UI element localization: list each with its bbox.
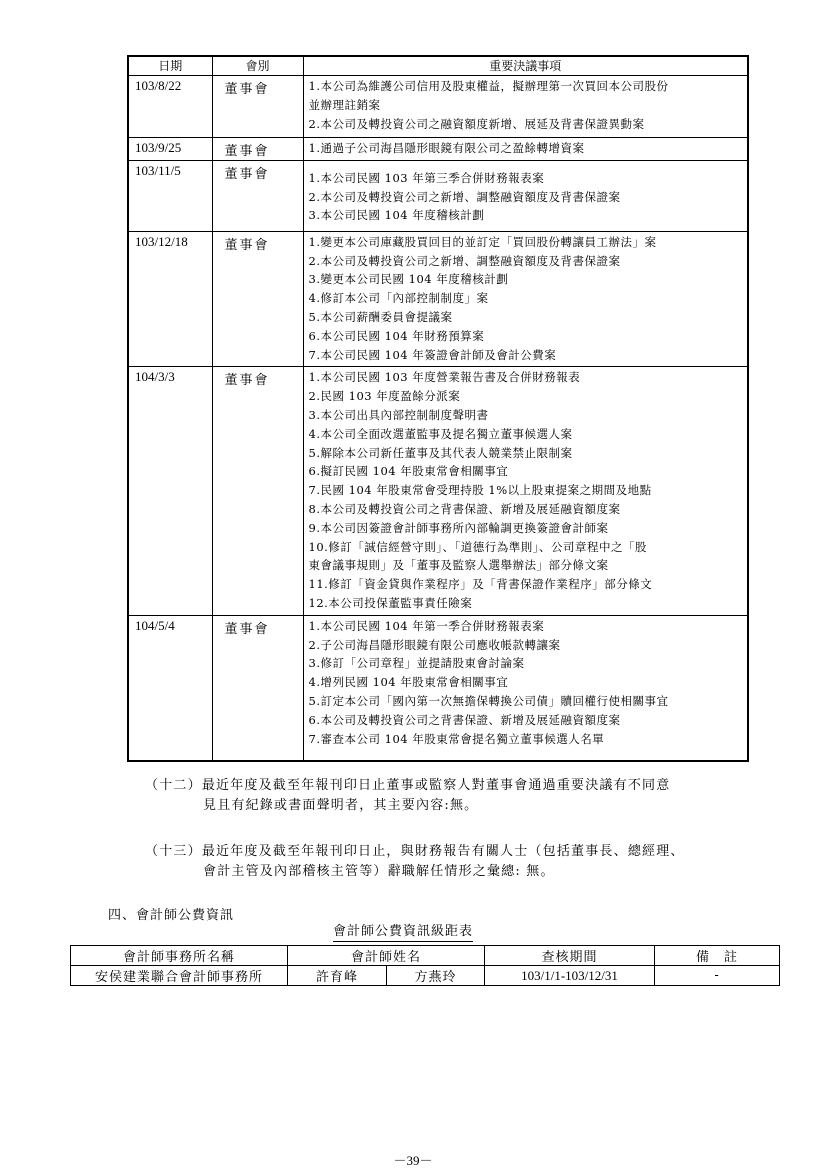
- table-row: [128, 138, 748, 161]
- resolution-item: 7.民國 104 年股東常會受理持股 1%以上股東提案之期間及地點: [308, 483, 652, 498]
- fee-table-title: 會計師公費資訊級距表: [333, 923, 473, 942]
- cell-meeting-type: 董事會: [212, 367, 303, 615]
- header-meeting: 會別: [212, 56, 303, 76]
- cell-meeting-type: 董事會: [212, 231, 303, 367]
- cell-date: 103/9/25: [128, 138, 212, 161]
- cell-cpa-1: 許育峰: [288, 966, 387, 986]
- cell-firm: 安侯建業聯合會計師事務所: [71, 966, 288, 986]
- resolution-item: 3.本公司民國 104 年度稽核計劃: [308, 208, 485, 223]
- resolution-item: 1.本公司民國 104 年第一季合併財務報表案: [308, 618, 545, 633]
- resolution-item: 1.本公司為維護公司信用及股東權益，擬辦理第一次買回本公司股份: [308, 79, 669, 93]
- resolution-item: 2.民國 103 年度盈餘分派案: [308, 389, 461, 404]
- cpa-fee-table: [70, 945, 780, 986]
- paragraph-text: 最近年度及截至年報刊印日止董事或監察人對董事會通過重要決議有不同意: [201, 778, 671, 793]
- resolution-item: 5.本公司薪酬委員會提議案: [308, 309, 453, 324]
- resolution-item: 2.本公司及轉投資公司之新增、調整融資額度及背書保證案: [308, 189, 621, 204]
- cell-meeting-type: 董事會: [212, 615, 303, 761]
- cell-resolutions: [303, 138, 748, 161]
- resolution-item: 5.訂定本公司「國內第一次無擔保轉換公司債」贖回權行使相關事宜: [308, 693, 669, 708]
- cell-meeting-type: 董事會: [212, 160, 303, 231]
- cell-resolutions: [303, 160, 748, 231]
- cell-resolutions: [303, 231, 748, 367]
- cell-date: 103/8/22: [128, 76, 212, 138]
- section-heading: 四、會計師公費資訊: [108, 908, 235, 923]
- paragraph-12: [145, 776, 755, 816]
- paragraph-text: 最近年度及截至年報刊印日止，與財務報告有關人士（包括董事長、總經理、: [201, 844, 685, 859]
- cell-resolutions: [303, 76, 748, 138]
- paragraph-number: （十二）: [145, 778, 202, 793]
- cell-date: 103/11/5: [128, 160, 212, 231]
- resolution-item: 3.變更本公司民國 104 年度稽核計劃: [308, 272, 509, 287]
- table-header-row: [128, 56, 748, 76]
- paragraph-text: 見且有紀錄或書面聲明者，其主要內容:無。: [203, 798, 479, 813]
- table-row: [128, 76, 748, 138]
- resolution-item: 12.本公司投保董監事責任險案: [308, 595, 473, 610]
- resolution-item: 8.本公司及轉投資公司之背書保證、新增及展延融資額度案: [308, 501, 621, 516]
- resolution-item: 7.本公司民國 104 年簽證會計師及會計公費案: [308, 347, 557, 362]
- resolution-item: 1.本公司民國 103 年度營業報告書及合併財務報表: [308, 370, 581, 385]
- resolution-item: 1.本公司民國 103 年第三季合併財務報表案: [308, 170, 545, 185]
- resolution-item: 10.修訂「誠信經營守則」、「道德行為準則」、公司章程中之「股: [308, 539, 648, 554]
- resolution-item: 7.審查本公司 104 年股東常會提名獨立董事候選人名單: [308, 731, 605, 746]
- resolution-item: 東會議事規則」及「董事及監察人選舉辦法」部分條文案: [308, 558, 609, 573]
- header-audit-period: 查核期間: [485, 946, 655, 966]
- header-firm: 會計師事務所名稱: [71, 946, 288, 966]
- resolution-item: 6.擬訂民國 104 年股東常會相關事宜: [308, 464, 509, 479]
- paragraph-text: 會計主管及內部稽核主管等）辭職解任情形之彙總: 無。: [203, 864, 555, 879]
- cell-date: 104/3/3: [128, 367, 212, 615]
- table-row: [128, 231, 748, 367]
- cell-audit-period: 103/1/1-103/12/31: [485, 966, 655, 986]
- table-row: [128, 615, 748, 761]
- paragraph-13: [145, 842, 755, 882]
- resolution-item: 2.子公司海昌隱形眼鏡有限公司應收帳款轉讓案: [308, 637, 561, 652]
- resolution-item: 1.通過子公司海昌隱形眼鏡有限公司之盈餘轉增資案: [308, 141, 585, 155]
- resolution-item: 3.本公司出具內部控制制度聲明書: [308, 407, 489, 422]
- paragraph-number: （十三）: [145, 844, 202, 859]
- resolution-item: 3.修訂「公司章程」並提請股東會討論案: [308, 656, 525, 671]
- header-cpa-name: 會計師姓名: [288, 946, 485, 966]
- resolution-item: 6.本公司及轉投資公司之背書保證、新增及展延融資額度案: [308, 712, 621, 727]
- resolution-item: 4.修訂本公司「內部控制制度」案: [308, 291, 489, 306]
- cell-meeting-type: 董事會: [212, 76, 303, 138]
- table-row: [128, 367, 748, 615]
- resolution-item: 4.本公司全面改選董監事及提名獨立董事候選人案: [308, 426, 573, 441]
- cell-note: -: [655, 966, 780, 986]
- page-number: －39－: [393, 1153, 433, 1168]
- cell-resolutions: [303, 615, 748, 761]
- resolution-item: 6.本公司民國 104 年財務預算案: [308, 328, 485, 343]
- resolution-item: 5.解除本公司新任董事及其代表人競業禁止限制案: [308, 445, 573, 460]
- table-header-row: [71, 946, 780, 966]
- cell-resolutions: [303, 367, 748, 615]
- resolution-item: 並辦理註銷案: [308, 97, 381, 112]
- header-note: 備 註: [655, 946, 780, 966]
- resolution-item: 1.變更本公司庫藏股買回目的並訂定「買回股份轉讓員工辦法」案: [308, 234, 657, 249]
- resolution-item: 9.本公司因簽證會計師事務所內部輪調更換簽證會計師案: [308, 520, 609, 535]
- resolution-item: 2.本公司及轉投資公司之融資額度新增、展延及背書保證異動案: [308, 116, 645, 131]
- board-resolutions-table: [127, 55, 749, 762]
- table-row: [71, 966, 780, 986]
- table-row: [128, 160, 748, 231]
- header-resolutions: 重要決議事項: [303, 56, 748, 76]
- header-date: 日期: [128, 56, 212, 76]
- cell-date: 104/5/4: [128, 615, 212, 761]
- cell-cpa-2: 方燕玲: [387, 966, 485, 986]
- cell-date: 103/12/18: [128, 231, 212, 367]
- resolution-item: 2.本公司及轉投資公司之新增、調整融資額度及背書保證案: [308, 253, 621, 268]
- resolution-item: 11.修訂「資金貸與作業程序」及「背書保證作業程序」部分條文: [308, 577, 653, 592]
- resolution-item: 4.增列民國 104 年股東常會相關事宜: [308, 675, 509, 690]
- cell-meeting-type: 董事會: [212, 138, 303, 161]
